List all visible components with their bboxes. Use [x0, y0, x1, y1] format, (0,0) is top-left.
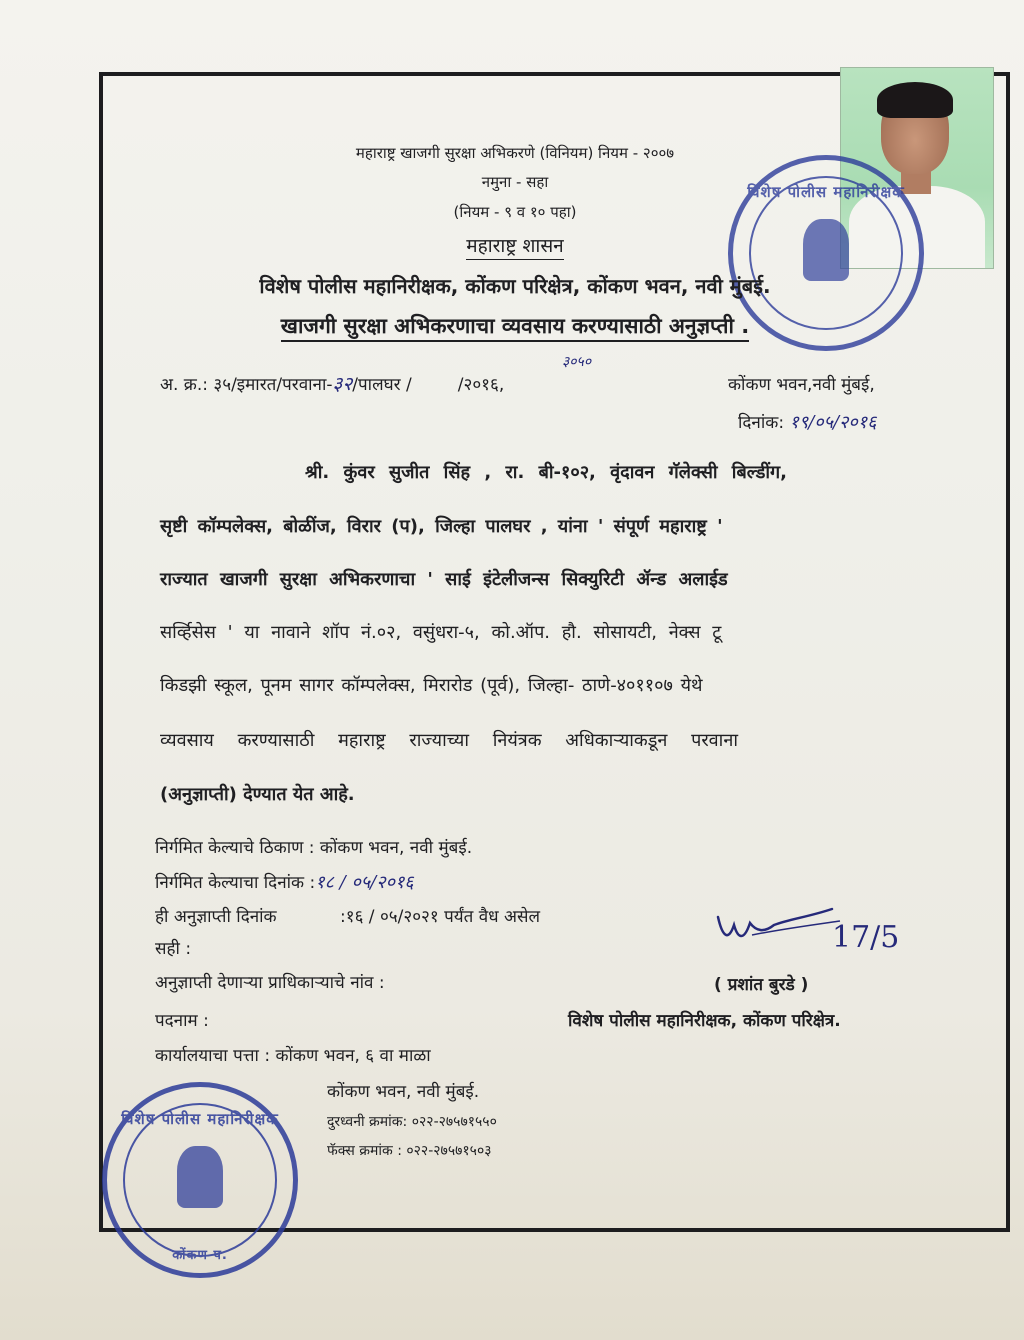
designation-label: पदनाम :: [155, 1011, 209, 1031]
reference-prefix: अ. क्र.: ३५/इमारत/परवाना-: [160, 375, 333, 395]
document-title: [100, 312, 930, 340]
body-line-5: किडझी स्कूल, पूनम सागर कॉम्पलेक्स, मिरारोड (पूर्व), जिल्हा- ठाणे-४०११०७ येथे: [160, 675, 703, 696]
body-line-6: व्यवसाय करण्यासाठी महाराष्ट्र राज्याच्या नियंत्रक अधिकाऱ्याकडून परवाना: [160, 730, 738, 751]
seal-bottom-lower-text: कोंकण प.: [172, 1248, 228, 1263]
reference-year: /२०१६,: [457, 375, 505, 395]
form-line: नमुना - सहा: [481, 173, 549, 191]
body-line-2: सृष्टी कॉम्पलेक्स, बोळींज, विरार (प), जिल्हा पालघर , यांना ' संपूर्ण महाराष्ट्र ': [160, 516, 723, 537]
reference-date-label: दिनांक:: [738, 413, 785, 433]
reference-handwritten-outward: ३०५०: [562, 354, 592, 370]
office-address: कार्यालयाचा पत्ता : कोंकण भवन, ६ वा माळा: [155, 1046, 431, 1066]
seal-bottom-text: विशेष पोलीस महानिरीक्षक: [121, 1110, 279, 1128]
issue-date-value: १८ / ०५/२०१६: [315, 872, 414, 893]
govt-heading: [100, 232, 930, 258]
office-address-line2: कोंकण भवन, नवी मुंबई.: [327, 1082, 480, 1102]
document-title-text: खाजगी सुरक्षा अभिकरणाचा व्यवसाय करण्यासाठी अनुज्ञप्ती .: [281, 314, 749, 342]
body-line-4: सर्व्हिसेस ' या नावाने शॉप नं.०२, वसुंधरा-५, को.ऑप. हौ. सोसायटी, नेक्स टू: [160, 622, 722, 643]
validity-label: ही अनुज्ञाप्ती दिनांक: [155, 907, 277, 927]
reference-date: [738, 410, 876, 434]
rules-line: (नियम - ९ व १० पहा): [453, 203, 577, 221]
reference-number: [160, 370, 504, 396]
reference-mid: /पालघर /: [352, 375, 412, 395]
issue-date: [155, 870, 414, 894]
issuing-office: विशेष पोलीस महानिरीक्षक, कोंकण परिक्षेत्र, कोंकण भवन, नवी मुंबई.: [259, 274, 771, 298]
designation-value: विशेष पोलीस महानिरीक्षक, कोंकण परिक्षेत्र.: [568, 1011, 841, 1031]
body-line-1: श्री. कुंवर सुजीत सिंह , रा. बी-१०२, वृंदावन गॅलेक्सी बिल्डींग,: [305, 462, 787, 483]
official-seal-bottom: [102, 1082, 298, 1278]
govt-heading-text: महाराष्ट्र शासन: [466, 235, 563, 260]
signature-label: सही :: [155, 939, 192, 959]
authority-name: ( प्रशांत बुरडे ): [714, 975, 809, 995]
authority-label: अनुज्ञाप्ती देणाऱ्या प्राधिकाऱ्याचे नांव :: [155, 973, 385, 993]
seal-top-text: विशेष पोलीस महानिरीक्षक: [747, 183, 905, 201]
signature-date: 17/5: [832, 920, 900, 955]
body-line-7: (अनुज्ञाप्ती) देण्यात येत आहे.: [160, 784, 355, 805]
reference-date-value: १९/०५/२०१६: [789, 412, 877, 433]
issue-place: निर्गमित केल्याचे ठिकाण : कोंकण भवन, नवी मुंबई.: [155, 838, 473, 858]
office-fax: फॅक्स क्रमांक : ०२२-२७५७१५०३: [327, 1143, 492, 1159]
validity-value: :१६ / ०५/२०२१ पर्यंत वैध असेल: [340, 907, 541, 927]
reference-handwritten-number: ३२: [332, 373, 353, 395]
reference-place: कोंकण भवन,नवी मुंबई,: [728, 375, 875, 395]
office-phone: दुरध्वनी क्रमांक: ०२२-२७५७१५५०: [327, 1114, 497, 1130]
issue-date-label: निर्गमित केल्याचा दिनांक :: [155, 873, 316, 893]
body-line-3: राज्यात खाजगी सुरक्षा अभिकरणाचा ' साई इंटेलीजन्स सिक्युरिटी ॲन्ड अलाईड: [160, 569, 728, 590]
emblem-icon: [177, 1146, 223, 1208]
rule-line: महाराष्ट्र खाजगी सुरक्षा अभिकरणे (विनियम) नियम - २००७: [355, 144, 675, 162]
